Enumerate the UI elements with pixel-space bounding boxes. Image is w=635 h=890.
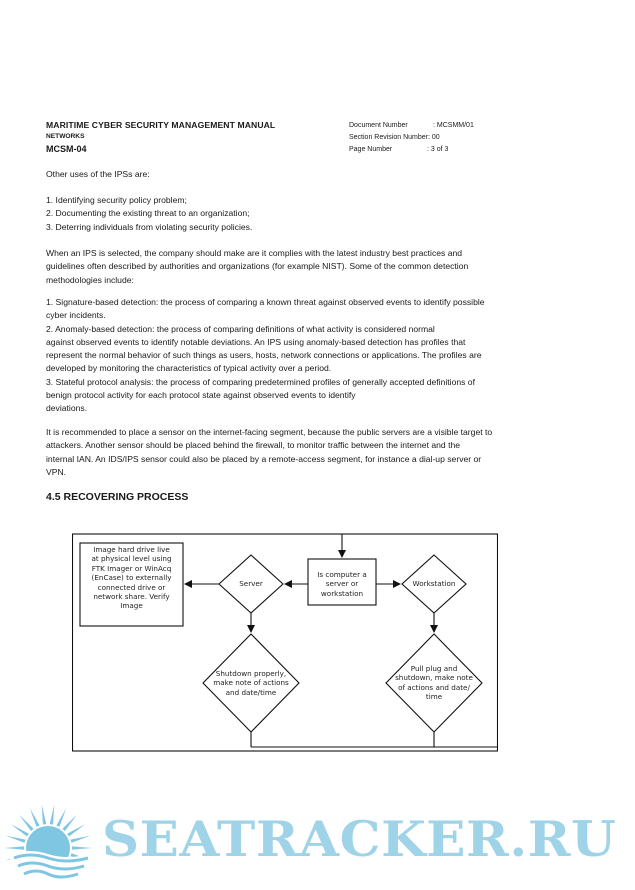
ips-uses-list: [46, 194, 566, 234]
manual-title: MARITIME CYBER SECURITY MANAGEMENT MANUAL: [46, 120, 276, 130]
text-line: Is computer a: [317, 570, 367, 579]
page-number-value: : 3 of 3: [427, 146, 449, 153]
text-line: guidelines often described by authorities and organizations (for example NIST). Some of the common detection: [46, 261, 469, 272]
text-line: It is recommended to place a sensor on the internet-facing segment, because the public servers are a visible target to: [46, 427, 493, 437]
text-line: VPN.: [46, 466, 67, 477]
text-line: attackers. Another sensor should be placed behind the firewall, to monitor traffic between the internet and the: [46, 440, 461, 451]
sun-ray: [70, 836, 90, 843]
text-line: (EnCase) to externally: [91, 573, 172, 583]
text-line: make note of actions: [213, 678, 289, 688]
sun-ray: [50, 804, 55, 824]
text-line: 1. Signature-based detection: the process of comparing a known threat against observed events to identify possible: [46, 297, 485, 307]
list-item: 2. Documenting the existing threat to an organization;: [46, 208, 250, 219]
text-line: of actions and date/: [398, 682, 470, 692]
text-line: 3. Stateful protocol analysis: the process of comparing predetermined profiles of generally accepted definitions of: [46, 376, 475, 387]
list-item: 1. Identifying security policy problem;: [46, 195, 187, 205]
watermark-text: SEATRACKER.RU: [102, 810, 617, 868]
text-line: Pull plug and: [410, 664, 458, 673]
detection-methods-list: [46, 296, 566, 416]
text-line: methodologies include:: [46, 274, 134, 285]
recovering-process-flowchart: [72, 533, 498, 753]
manual-subtitle: NETWORKS: [46, 133, 85, 140]
sun-ray: [67, 824, 85, 836]
text-line: represent the normal behavior of such things as users, hosts, network connections or applications. The profiles are: [46, 350, 482, 361]
text-line: network share. Verify: [93, 592, 170, 602]
intro-text: Other uses of the IPSs are:: [46, 169, 150, 179]
sun-ray: [19, 815, 33, 831]
manual-code: MCSM-04: [46, 144, 87, 154]
intro-paragraph: [46, 168, 566, 181]
text-line: shutdown, make note: [395, 673, 473, 683]
question-text: [308, 570, 376, 598]
text-line: against observed events to identify notable deviations. An IPS using anomaly-based detection has profiles that: [46, 336, 466, 347]
ips-selection-paragraph: [46, 247, 566, 287]
doc-number-label: Document Number: [349, 122, 408, 129]
text-line: FTK Imager or WinAcq: [91, 563, 172, 573]
doc-number-row: [349, 122, 474, 129]
sun-ray: [72, 846, 92, 849]
text-line: 2. Anomaly-based detection: the process of comparing definitions of what activity is considered normal: [46, 323, 435, 334]
sun-ray: [56, 808, 66, 827]
text-line: connected drive or: [97, 582, 166, 592]
pull-plug-text: [384, 664, 484, 702]
text-line: at physical level using: [91, 554, 172, 564]
text-line: When an IPS is selected, the company should make are it complies with the latest industry best practices and: [46, 248, 463, 258]
sun-ray: [11, 824, 29, 836]
workstation-label: Workstation: [412, 579, 456, 588]
sun-ray: [42, 804, 47, 824]
text-line: deviations.: [46, 403, 88, 414]
server-label: Server: [239, 579, 263, 588]
text-line: Shutdown properly,: [215, 669, 287, 678]
sun-ray: [6, 836, 26, 843]
section-heading: 4.5 RECOVERING PROCESS: [46, 491, 189, 503]
text-line: server or: [325, 579, 359, 589]
text-line: benign protocol activity for each protocol state against observed events to identify: [46, 390, 356, 401]
text-line: time: [425, 692, 443, 702]
text-line: Image: [120, 601, 143, 611]
sun-ray: [4, 846, 24, 849]
text-line: internal IAN. An IDS/IPS sensor could also be placed by a remote-access segment, for instance a dial-up server or: [46, 453, 482, 464]
sun-ray: [62, 815, 76, 831]
shutdown-text: [201, 669, 301, 697]
text-line: and date/time: [225, 687, 277, 697]
page-number-label: Page Number: [349, 146, 393, 153]
doc-number-value: : MCSMM/01: [433, 122, 474, 129]
image-box-text: [80, 545, 183, 611]
text-line: workstation: [320, 588, 364, 598]
sensor-placement-paragraph: [46, 426, 566, 479]
sun-ray: [30, 808, 40, 827]
text-line: Image hard drive live: [93, 545, 170, 554]
page-number-row: [349, 146, 448, 153]
section-revision: Section Revision Number: 00: [349, 134, 440, 141]
text-line: developed by monitoring the characteristics of typical activity over a period.: [46, 363, 332, 374]
sun-logo-icon: [0, 792, 110, 890]
list-item: 3. Deterring individuals from violating security policies.: [46, 221, 253, 232]
text-line: cyber incidents.: [46, 310, 106, 321]
